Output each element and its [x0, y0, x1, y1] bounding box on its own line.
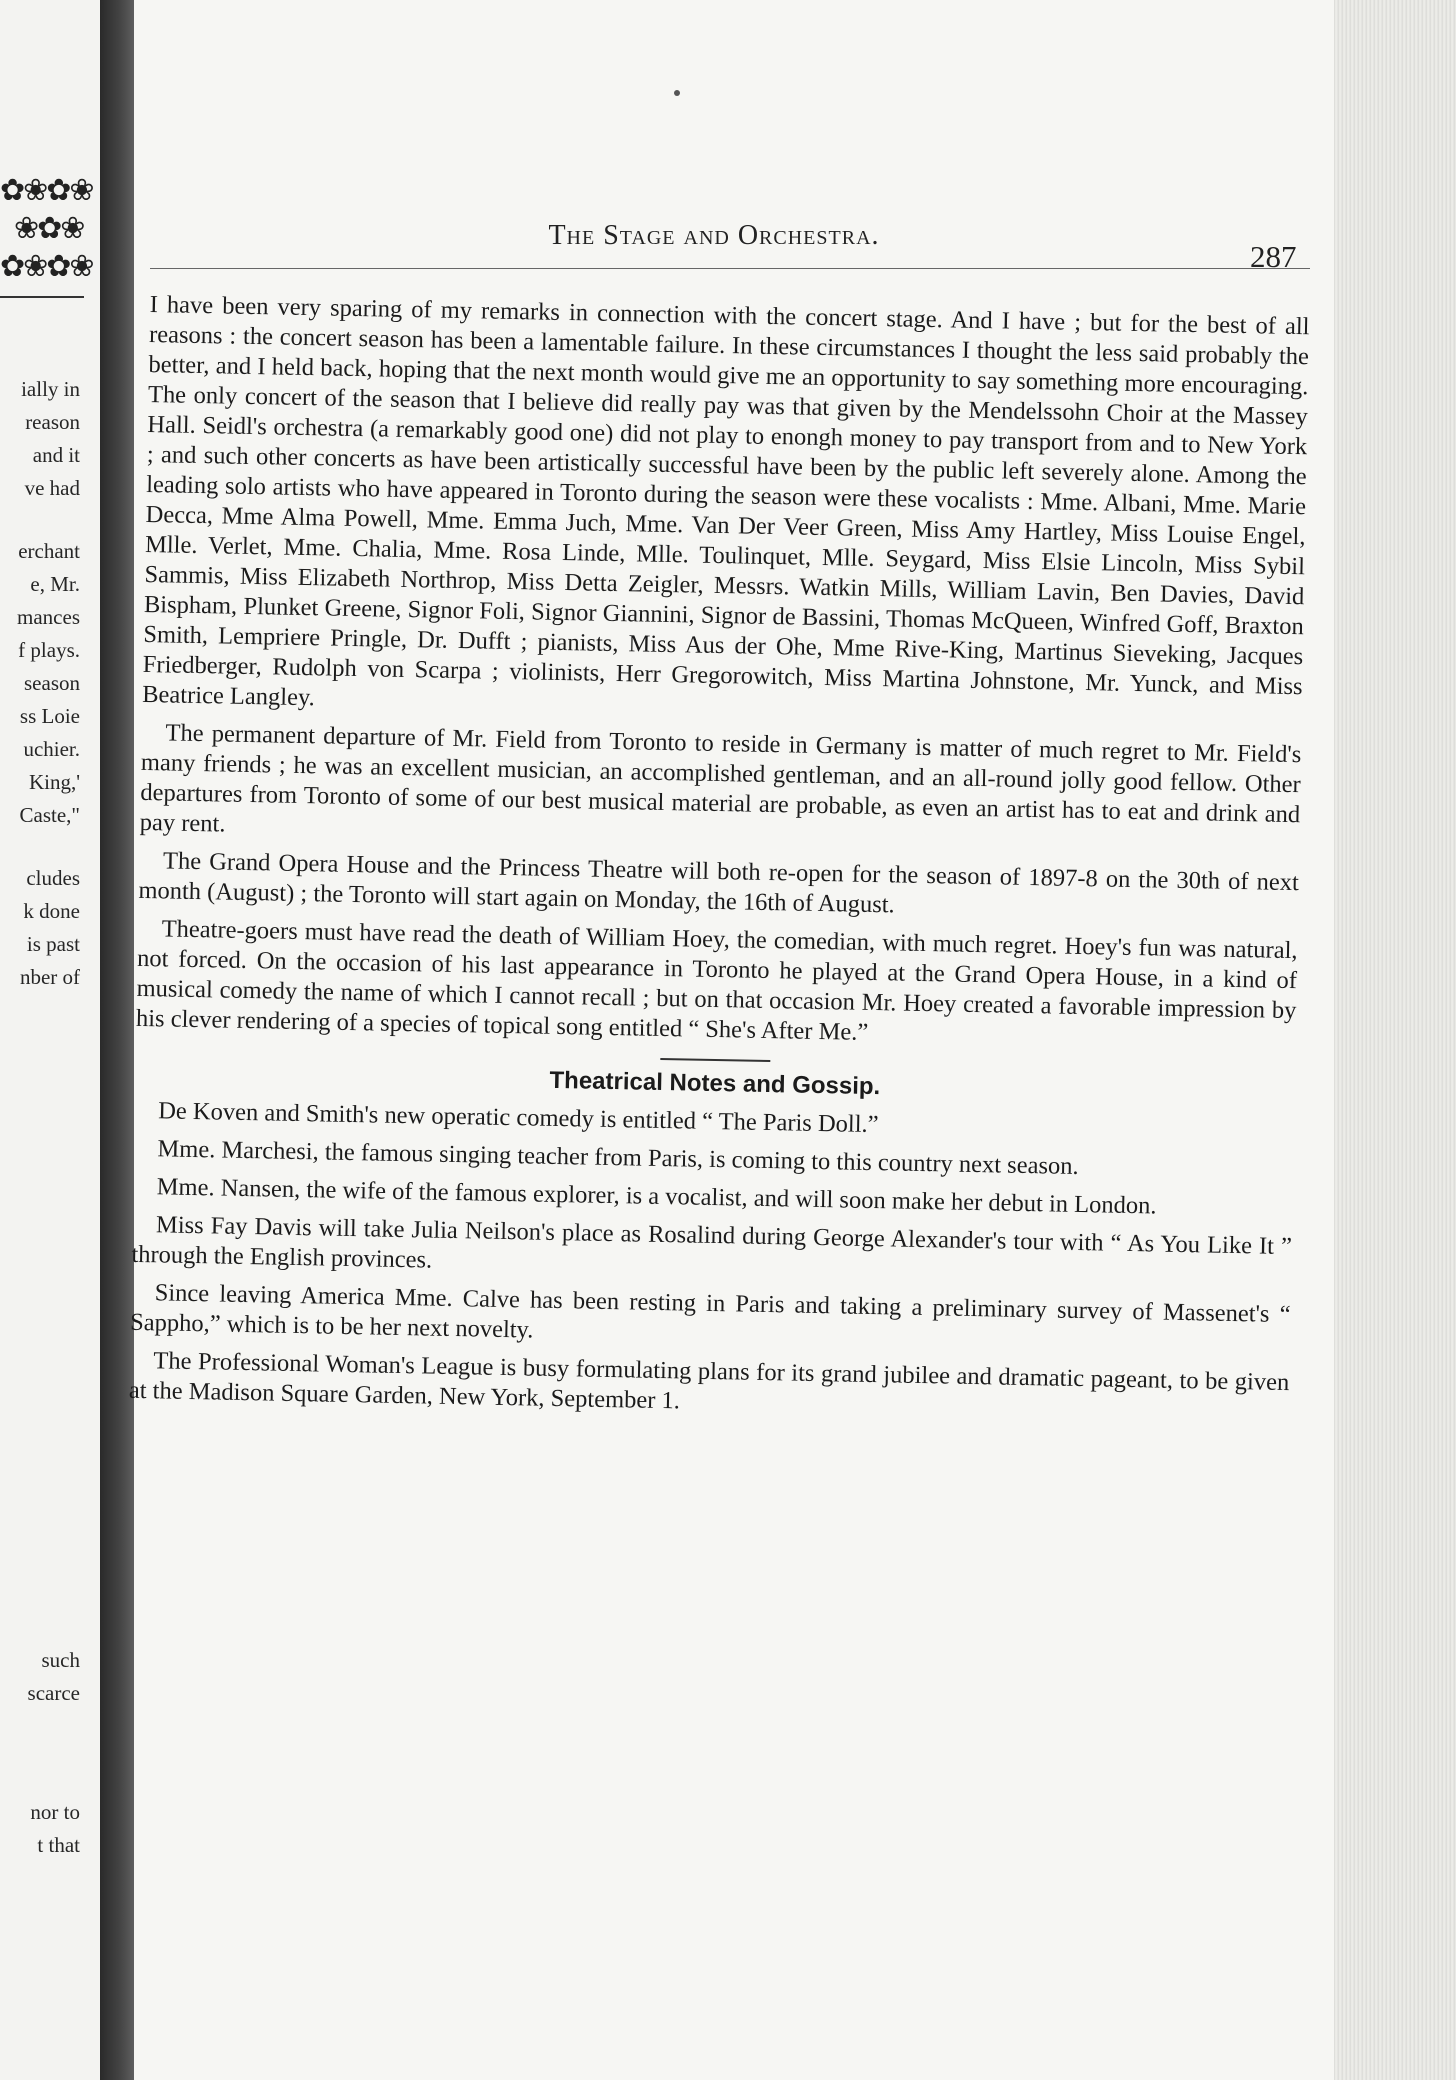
note-item: Miss Fay Davis will take Julia Neilson's place as Rosalind during George Alexander's tour with “ As You Like It ” through the English provinces. [131, 1211, 1293, 1274]
notes-list [129, 1096, 1295, 1428]
facing-page-fragment: f plays. [18, 638, 80, 662]
facing-page-fragment: ve had [24, 476, 80, 500]
facing-page-fragment: scarce [27, 1681, 80, 1705]
ornament-row: ✿❀✿❀ [0, 250, 93, 283]
facing-page-fragment: ially in [21, 377, 80, 401]
note-item: De Koven and Smith's new operatic comedy is entitled “ The Paris Doll.” [157, 1097, 879, 1139]
facing-page-fragment: nber of [19, 965, 80, 989]
facing-page-fragment: mances [17, 605, 80, 629]
ornament-decoration [0, 172, 93, 286]
paragraph: The permanent departure of Mr. Field from Toronto to reside in Germany is matter of much regret to Mr. Field's many friends ; he was an excellent musician, an accomplished gentleman, and an all-round jolly good fellow. Other departures from Toronto of some of our best musical material are probable, as even an artist has to eat and drink and pay rent. [139, 719, 1302, 838]
facing-page-fragment: uchier. [23, 737, 80, 761]
facing-page-fragment: t that [37, 1833, 80, 1857]
note-item: Since leaving America Mme. Calve has been resting in Paris and taking a preliminary survey of Massenet's “ Sappho,” which is to be her next novelty. [129, 1279, 1291, 1344]
paragraph: Theatre-goers must have read the death of William Hoey, the comedian, with much regret. Hoey's fun was natural, not forced. On the occasion of his last appearance in Toronto he played at the Grand Opera House, in a kind of musical comedy the name of which I cannot recall ; but on that occasion Mr. Hoey created a favorable impression by his clever rendering of a species of topical song entitled “ She's After Me.” [135, 915, 1298, 1046]
section-heading: Theatrical Notes and Gossip. [549, 1066, 881, 1101]
page-speck [674, 90, 680, 96]
note-item: Mme. Nansen, the wife of the famous explorer, is a vocalist, and will soon make her debut in London. [156, 1173, 1157, 1220]
section-divider [660, 1058, 770, 1062]
facing-page-fragment: erchant [18, 539, 80, 563]
page-block-edge [1334, 0, 1456, 2080]
page-number: 287 [1250, 239, 1297, 274]
facing-page-fragment: reason [25, 410, 80, 434]
running-header: The Stage and Orchestra. [548, 220, 880, 251]
paragraph: The Grand Opera House and the Princess Theatre will both re-open for the season of 1897-8 on the 30th of next month (August) ; the Toronto will start again on Monday, the 16th of August. [138, 847, 1300, 919]
facing-page-fragment: Caste," [19, 803, 80, 827]
facing-page-fragment: k done [23, 899, 80, 923]
facing-page-fragment: such [41, 1648, 80, 1672]
note-item: Mme. Marchesi, the famous singing teacher from Paris, is coming to this country next season. [157, 1135, 1079, 1180]
header-rule [150, 268, 1310, 269]
facing-page-fragment: King,' [28, 770, 80, 794]
facing-page-fragment: and it [32, 443, 80, 467]
ornament-row: ❀✿❀ [14, 212, 84, 245]
paragraph: I have been very sparing of my remarks in connection with the concert stage. And I have ; but for the best of all reasons : the concert season has been a lamentable failure. In these circumstances I thought the less said probably the better, and I held back, hoping that the next month would give me an opportunity to say something more encouraging. The only concert of the season that I believe did really pay was that given by the Mendelssohn Choir at the Massey Hall. Seidl's orchestra (a remarkably good one) did not play to enongh money to pay transport from and to New York ; and such other concerts as have been artistically successful have been by the public left severely alone. Among the leading solo artists who have appeared in Toronto during the season were these vocalists : Mme. Albani, Mme. Marie Decca, Mme Alma Powell, Mme. Emma Juch, Mme. Van Der Veer Green, Miss Amy Hartley, Miss Louise Engel, Mlle. Verlet, Mme. Chalia, Mme. Rosa Linde, Mlle. Toulinquet, Mlle. Seygard, Miss Elsie Lincoln, Miss Sybil Sammis, Miss Elizabeth Northrop, Miss Detta Zeigler, Messrs. Watkin Mills, William Lavin, Ben Davies, David Bispham, Plunket Greene, Signor Foli, Signor Giannini, Signor de Bassini, Thomas McQueen, Winfred Goff, Braxton Smith, Lempriere Pringle, Dr. Dufft ; pianists, Miss Aus der Ohe, Mme Rive-King, Martinus Sieveking, Jacques Friedberger, Rudolph von Scarpa ; violinists, Herr Gregorowitch, Miss Martina Johnstone, Mr. Yunck, and Miss Beatrice Langley. [141, 290, 1310, 712]
facing-page-fragment: ss Loie [19, 704, 80, 728]
book-page [128, 0, 1334, 2080]
facing-page-fragment: cludes [26, 866, 80, 890]
facing-page-fragment: season [24, 671, 80, 695]
facing-page-rule [0, 296, 84, 298]
facing-page-fragment: nor to [30, 1800, 80, 1824]
ornament-row: ✿❀✿❀ [0, 174, 93, 207]
facing-page-fragment: is past [26, 932, 80, 956]
note-item: The Professional Woman's League is busy formulating plans for its grand jubilee and dramatic pageant, to be given at the Madison Square Garden, New York, September 1. [128, 1347, 1290, 1415]
article-body [128, 290, 1309, 1436]
facing-page-fragment: e, Mr. [30, 572, 80, 596]
